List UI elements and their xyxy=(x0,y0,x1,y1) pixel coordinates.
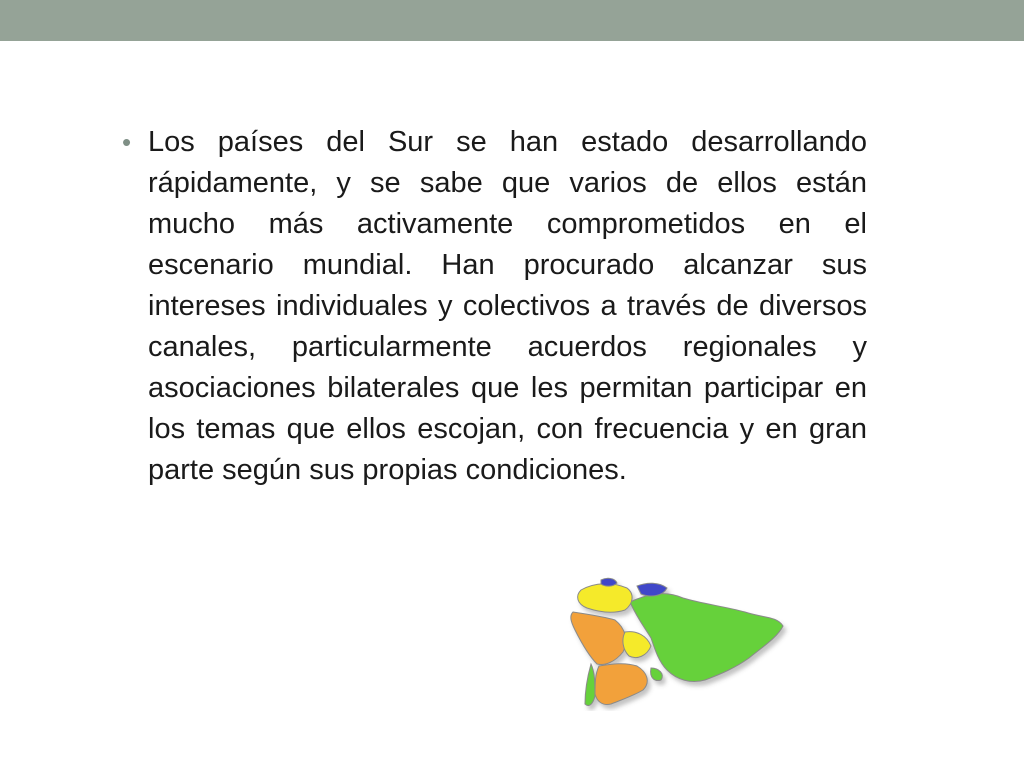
bullet-icon: • xyxy=(122,127,132,157)
map-region-blue-2 xyxy=(601,578,617,586)
map-region-orange-2 xyxy=(595,664,647,705)
map-region-green-2 xyxy=(585,664,595,706)
slide-content xyxy=(122,122,867,491)
map-region-green-3 xyxy=(651,668,663,681)
header-band xyxy=(0,0,1024,41)
map-region-yellow-2 xyxy=(623,632,651,658)
south-america-map-icon xyxy=(555,576,790,711)
bullet-item xyxy=(122,122,867,491)
bullet-paragraph: Los países del Sur se han estado desarrollando rápidamente, y se sabe que varios de ellos están mucho más activamente comprometidos en el escenario mundial. Han procurado alcanzar sus intereses individuales y colectivos a través de diversos canales, particularmente acuerdos regionales y asociaciones bilaterales que les permitan participar en los temas que ellos escojan, con frecuencia y en gran parte según sus propias condiciones. xyxy=(148,126,867,486)
map-region-orange xyxy=(571,612,626,665)
map-region-yellow xyxy=(578,584,632,612)
